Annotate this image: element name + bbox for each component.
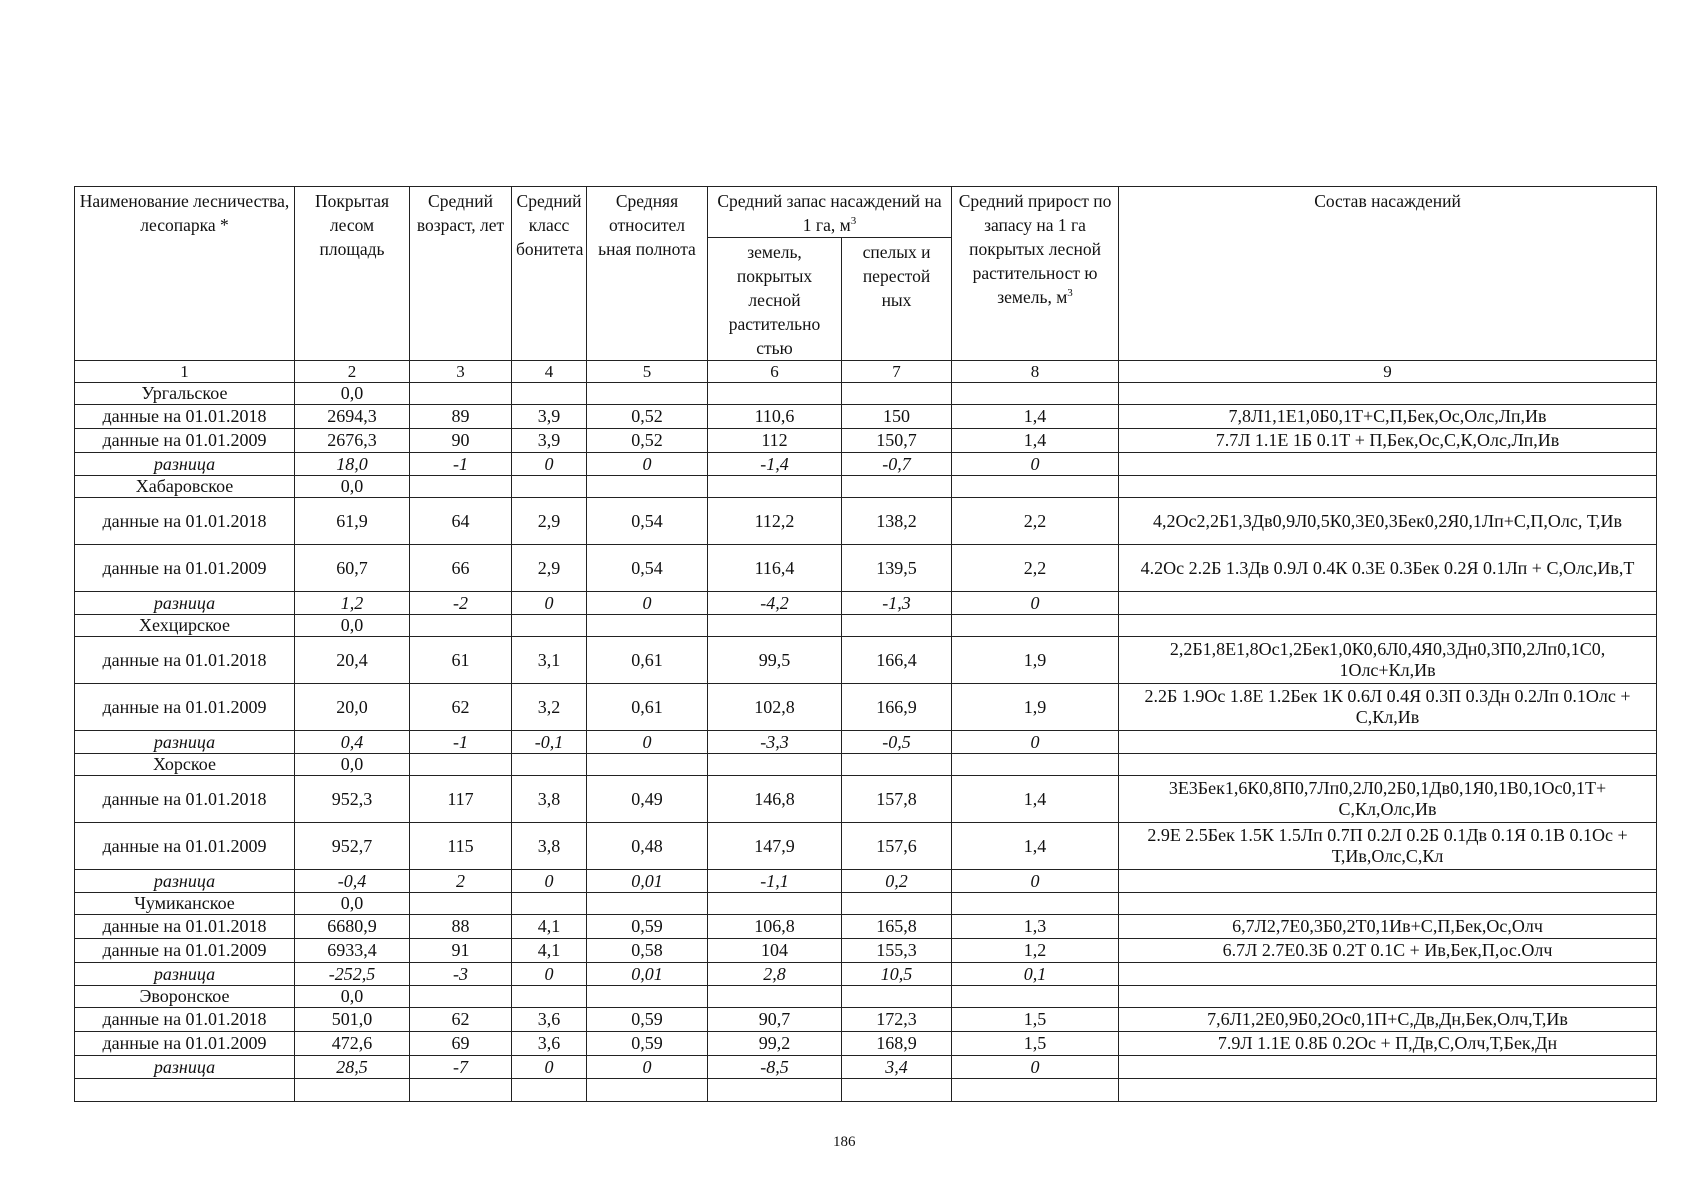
value-cell: 0,61 (587, 684, 708, 731)
composition-cell (1119, 1056, 1657, 1079)
value-cell: 0,54 (587, 498, 708, 545)
value-cell: 61,9 (295, 498, 410, 545)
composition-cell: 7.9Л 1.1Е 0.8Б 0.2Ос + П,Дв,С,Олч,Т,Бек,Дн (1119, 1032, 1657, 1056)
composition-cell (1119, 731, 1657, 754)
empty-cell (708, 476, 842, 498)
empty-cell (512, 476, 587, 498)
empty-cell (842, 986, 952, 1008)
value-cell: 117 (410, 776, 512, 823)
row-label: данные на 01.01.2009 (75, 545, 295, 592)
row-label (75, 1079, 295, 1102)
forestry-total: 0,0 (295, 754, 410, 776)
empty-cell (952, 893, 1119, 915)
row-label: данные на 01.01.2018 (75, 637, 295, 684)
forestry-name: Чумиканское (75, 893, 295, 915)
empty-cell (708, 383, 842, 405)
empty-cell (952, 615, 1119, 637)
value-cell: 1,9 (952, 684, 1119, 731)
value-cell: 3,8 (512, 776, 587, 823)
value-cell: 147,9 (708, 823, 842, 870)
row-label: данные на 01.01.2009 (75, 939, 295, 963)
value-cell: 1,3 (952, 915, 1119, 939)
value-cell: -3,3 (708, 731, 842, 754)
forestry-name: Хорское (75, 754, 295, 776)
header-stock-covered-lands: земель, покрытых лесной растительно стью (708, 238, 842, 361)
value-cell: 104 (708, 939, 842, 963)
header-average-growth-sup: 3 (1067, 287, 1073, 300)
value-cell: 3,8 (512, 823, 587, 870)
value-cell: 0,49 (587, 776, 708, 823)
forestry-row (75, 893, 1657, 915)
data-row-2018 (75, 405, 1657, 429)
value-cell: -3 (410, 963, 512, 986)
empty-cell (512, 754, 587, 776)
value-cell: 0 (587, 731, 708, 754)
value-cell: -8,5 (708, 1056, 842, 1079)
composition-cell: 7,8Л1,1Е1,0Б0,1Т+С,П,Бек,Ос,Олс,Лп,Ив (1119, 405, 1657, 429)
value-cell: 0 (587, 1056, 708, 1079)
empty-cell (1119, 754, 1657, 776)
data-row-2018 (75, 915, 1657, 939)
empty-cell (842, 893, 952, 915)
empty-cell (512, 986, 587, 1008)
empty-cell (1119, 615, 1657, 637)
value-cell (295, 1079, 410, 1102)
value-cell: 99,5 (708, 637, 842, 684)
value-cell: 0 (512, 1056, 587, 1079)
value-cell: 0,59 (587, 1032, 708, 1056)
forestry-total: 0,0 (295, 893, 410, 915)
empty-cell (842, 615, 952, 637)
value-cell: 10,5 (842, 963, 952, 986)
header-forestry-name: Наименование лесничества, лесопарка * (75, 187, 295, 361)
header-site-class: Средний класс бонитета (512, 187, 587, 361)
empty-cell (410, 476, 512, 498)
composition-cell: 2.9Е 2.5Бек 1.5К 1.5Лп 0.7П 0.2Л 0.2Б 0.1Дв 0.1Я 0.1В 0.1Ос + Т,Ив,Олс,С,Кл (1119, 823, 1657, 870)
composition-cell (1119, 870, 1657, 893)
empty-cell (842, 754, 952, 776)
value-cell: 168,9 (842, 1032, 952, 1056)
value-cell: 0,01 (587, 963, 708, 986)
value-cell: 0,01 (587, 870, 708, 893)
row-label: данные на 01.01.2018 (75, 915, 295, 939)
data-row-2009 (75, 823, 1657, 870)
value-cell: 1,4 (952, 429, 1119, 453)
composition-cell: 7.7Л 1.1Е 1Б 0.1Т + П,Бек,Ос,С,К,Олс,Лп,Ив (1119, 429, 1657, 453)
value-cell: 2,2 (952, 498, 1119, 545)
empty-cell (1119, 383, 1657, 405)
data-row-2009 (75, 684, 1657, 731)
difference-row (75, 870, 1657, 893)
value-cell: 3,6 (512, 1008, 587, 1032)
composition-cell (1119, 1079, 1657, 1102)
value-cell: -0,1 (512, 731, 587, 754)
forestry-total: 0,0 (295, 476, 410, 498)
value-cell: 0 (952, 1056, 1119, 1079)
value-cell: 0,61 (587, 637, 708, 684)
value-cell: -1,4 (708, 453, 842, 476)
composition-cell: 4.2Ос 2.2Б 1.3Дв 0.9Л 0.4К 0.3Е 0.3Бек 0.2Я 0.1Лп + С,Олс,Ив,Т (1119, 545, 1657, 592)
column-number: 8 (952, 361, 1119, 383)
empty-cell (1119, 893, 1657, 915)
value-cell: 3,9 (512, 429, 587, 453)
value-cell: 0 (952, 731, 1119, 754)
value-cell: 28,5 (295, 1056, 410, 1079)
empty-cell (708, 893, 842, 915)
data-row-2009 (75, 939, 1657, 963)
empty-cell (952, 476, 1119, 498)
value-cell: 69 (410, 1032, 512, 1056)
value-cell: 952,7 (295, 823, 410, 870)
row-label: данные на 01.01.2018 (75, 776, 295, 823)
difference-row (75, 1056, 1657, 1079)
composition-cell: 2.2Б 1.9Ос 1.8Е 1.2Бек 1К 0.6Л 0.4Я 0.3П 0.3Дн 0.2Лп 0.1Олс + С,Кл,Ив (1119, 684, 1657, 731)
empty-cell (708, 986, 842, 1008)
row-label: разница (75, 453, 295, 476)
value-cell: 90 (410, 429, 512, 453)
row-label: разница (75, 870, 295, 893)
header-average-stock-sup: 3 (850, 215, 857, 228)
value-cell: 91 (410, 939, 512, 963)
value-cell: 116,4 (708, 545, 842, 592)
difference-row (75, 731, 1657, 754)
forestry-row (75, 986, 1657, 1008)
value-cell: 0,59 (587, 1008, 708, 1032)
value-cell: 110,6 (708, 405, 842, 429)
empty-cell (952, 754, 1119, 776)
value-cell: 1,2 (952, 939, 1119, 963)
data-row-2018 (75, 637, 1657, 684)
empty-cell (587, 476, 708, 498)
value-cell: 3,4 (842, 1056, 952, 1079)
forestry-total: 0,0 (295, 615, 410, 637)
value-cell: 0 (952, 870, 1119, 893)
header-average-stock (708, 187, 952, 238)
composition-cell: 2,2Б1,8Е1,8Ос1,2Бек1,0К0,6Л0,4Я0,3Дн0,3П0,2Лп0,1С0, 1Олс+Кл,Ив (1119, 637, 1657, 684)
composition-cell (1119, 592, 1657, 615)
empty-cell (708, 754, 842, 776)
value-cell: 1,4 (952, 823, 1119, 870)
forestry-name: Хабаровское (75, 476, 295, 498)
header-composition: Состав насаждений (1119, 187, 1657, 361)
empty-cell (512, 893, 587, 915)
composition-cell: 3Е3Бек1,6К0,8П0,7Лп0,2Л0,2Б0,1Дв0,1Я0,1В0,1Ос0,1Т+ С,Кл,Олс,Ив (1119, 776, 1657, 823)
empty-cell (1119, 986, 1657, 1008)
value-cell: 102,8 (708, 684, 842, 731)
value-cell: -1,3 (842, 592, 952, 615)
value-cell: 3,1 (512, 637, 587, 684)
value-cell: 155,3 (842, 939, 952, 963)
value-cell: -2 (410, 592, 512, 615)
value-cell: -7 (410, 1056, 512, 1079)
value-cell: 1,4 (952, 405, 1119, 429)
forestry-name: Ургальское (75, 383, 295, 405)
value-cell: 3,2 (512, 684, 587, 731)
value-cell: 501,0 (295, 1008, 410, 1032)
empty-cell (842, 476, 952, 498)
difference-row (75, 963, 1657, 986)
forestry-total: 0,0 (295, 383, 410, 405)
empty-cell (587, 754, 708, 776)
value-cell: 99,2 (708, 1032, 842, 1056)
value-cell: 3,6 (512, 1032, 587, 1056)
forestry-name: Хехцирское (75, 615, 295, 637)
value-cell (587, 1079, 708, 1102)
value-cell: 1,2 (295, 592, 410, 615)
value-cell: -0,4 (295, 870, 410, 893)
value-cell (410, 1079, 512, 1102)
empty-cell (587, 893, 708, 915)
value-cell: 0 (587, 592, 708, 615)
row-label: данные на 01.01.2018 (75, 405, 295, 429)
column-number: 5 (587, 361, 708, 383)
value-cell: 60,7 (295, 545, 410, 592)
value-cell: 2,2 (952, 545, 1119, 592)
value-cell: 62 (410, 1008, 512, 1032)
value-cell: 1,5 (952, 1032, 1119, 1056)
value-cell: -0,7 (842, 453, 952, 476)
composition-cell: 7,6Л1,2Е0,9Б0,2Ос0,1П+С,Дв,Дн,Бек,Олч,Т,Ив (1119, 1008, 1657, 1032)
forestry-name: Эворонское (75, 986, 295, 1008)
data-row-2018 (75, 776, 1657, 823)
row-label: данные на 01.01.2009 (75, 823, 295, 870)
value-cell: 0,2 (842, 870, 952, 893)
difference-row (75, 453, 1657, 476)
value-cell: 61 (410, 637, 512, 684)
value-cell: 0 (952, 453, 1119, 476)
value-cell: 146,8 (708, 776, 842, 823)
value-cell: 62 (410, 684, 512, 731)
empty-cell (842, 383, 952, 405)
value-cell: 166,4 (842, 637, 952, 684)
value-cell: 157,6 (842, 823, 952, 870)
composition-cell: 6.7Л 2.7Е0.3Б 0.2Т 0.1С + Ив,Бек,П,ос.Олч (1119, 939, 1657, 963)
value-cell: 0 (512, 453, 587, 476)
header-relative-density: Средняя относител ьная полнота (587, 187, 708, 361)
row-label: данные на 01.01.2018 (75, 1008, 295, 1032)
value-cell: 4,1 (512, 939, 587, 963)
value-cell: 66 (410, 545, 512, 592)
value-cell: 952,3 (295, 776, 410, 823)
value-cell: -1,1 (708, 870, 842, 893)
value-cell: 115 (410, 823, 512, 870)
empty-cell (410, 893, 512, 915)
column-number: 4 (512, 361, 587, 383)
header-average-stock-text: Средний запас насаждений на 1 га, м (717, 191, 942, 235)
header-average-age: Средний возраст, лет (410, 187, 512, 361)
column-number: 7 (842, 361, 952, 383)
value-cell: 0 (952, 592, 1119, 615)
value-cell: 166,9 (842, 684, 952, 731)
column-number: 3 (410, 361, 512, 383)
empty-cell (1119, 476, 1657, 498)
value-cell: -0,5 (842, 731, 952, 754)
value-cell: 0,54 (587, 545, 708, 592)
value-cell: 0 (512, 870, 587, 893)
forest-data-table (74, 186, 1657, 1102)
value-cell: 0,1 (952, 963, 1119, 986)
composition-cell (1119, 453, 1657, 476)
value-cell: 157,8 (842, 776, 952, 823)
empty-cell (708, 615, 842, 637)
value-cell: 1,9 (952, 637, 1119, 684)
empty-cell (952, 383, 1119, 405)
value-cell: 0 (587, 453, 708, 476)
header-covered-area: Покрытая лесом площадь (295, 187, 410, 361)
header-average-growth-text: Средний прирост по запасу на 1 га покрытых лесной растительност ю земель, м (958, 191, 1112, 307)
empty-cell (410, 383, 512, 405)
value-cell: 0 (512, 592, 587, 615)
value-cell: 150,7 (842, 429, 952, 453)
column-number: 2 (295, 361, 410, 383)
value-cell: 472,6 (295, 1032, 410, 1056)
value-cell: 1,5 (952, 1008, 1119, 1032)
value-cell: 139,5 (842, 545, 952, 592)
value-cell: 89 (410, 405, 512, 429)
data-row-2009 (75, 429, 1657, 453)
column-numbers-row (75, 361, 1657, 383)
row-label: разница (75, 731, 295, 754)
table-body (75, 361, 1657, 1102)
value-cell: 6933,4 (295, 939, 410, 963)
empty-cell (410, 754, 512, 776)
empty-cell (410, 986, 512, 1008)
value-cell: 2,8 (708, 963, 842, 986)
empty-cell (512, 383, 587, 405)
header-stock-mature: спелых и перестой ных (842, 238, 952, 361)
column-number: 6 (708, 361, 842, 383)
value-cell: 2 (410, 870, 512, 893)
page-number: 186 (833, 1134, 856, 1150)
column-number: 9 (1119, 361, 1657, 383)
forestry-total: 0,0 (295, 986, 410, 1008)
value-cell (512, 1079, 587, 1102)
value-cell: 172,3 (842, 1008, 952, 1032)
value-cell: 165,8 (842, 915, 952, 939)
row-label: разница (75, 592, 295, 615)
value-cell (708, 1079, 842, 1102)
value-cell: 3,9 (512, 405, 587, 429)
column-number: 1 (75, 361, 295, 383)
row-label: разница (75, 1056, 295, 1079)
row-label: данные на 01.01.2009 (75, 1032, 295, 1056)
empty-cell (587, 986, 708, 1008)
value-cell: 1,4 (952, 776, 1119, 823)
empty-cell (410, 615, 512, 637)
empty-cell (587, 383, 708, 405)
value-cell: 2,9 (512, 498, 587, 545)
value-cell: -1 (410, 731, 512, 754)
value-cell: -4,2 (708, 592, 842, 615)
value-cell: 0,59 (587, 915, 708, 939)
empty-cell (512, 615, 587, 637)
composition-cell: 4,2Ос2,2Б1,3Дв0,9Л0,5К0,3Е0,3Бек0,2Я0,1Лп+С,П,Олс, Т,Ив (1119, 498, 1657, 545)
value-cell: 0,58 (587, 939, 708, 963)
value-cell: 0,48 (587, 823, 708, 870)
value-cell: -252,5 (295, 963, 410, 986)
data-row-2009 (75, 545, 1657, 592)
value-cell (952, 1079, 1119, 1102)
value-cell: 112 (708, 429, 842, 453)
value-cell (842, 1079, 952, 1102)
data-row-2018 (75, 498, 1657, 545)
empty-cell (952, 986, 1119, 1008)
row-label: данные на 01.01.2009 (75, 684, 295, 731)
data-row-2009 (75, 1032, 1657, 1056)
value-cell: 18,0 (295, 453, 410, 476)
composition-cell (1119, 963, 1657, 986)
forestry-row (75, 615, 1657, 637)
value-cell: 90,7 (708, 1008, 842, 1032)
header-average-growth (952, 187, 1119, 361)
blank-row (75, 1079, 1657, 1102)
value-cell: 4,1 (512, 915, 587, 939)
data-row-2018 (75, 1008, 1657, 1032)
value-cell: 0,52 (587, 405, 708, 429)
value-cell: 2694,3 (295, 405, 410, 429)
value-cell: 106,8 (708, 915, 842, 939)
forestry-row (75, 383, 1657, 405)
forestry-row (75, 754, 1657, 776)
difference-row (75, 592, 1657, 615)
forestry-row (75, 476, 1657, 498)
row-label: данные на 01.01.2009 (75, 429, 295, 453)
value-cell: 20,4 (295, 637, 410, 684)
value-cell: 2676,3 (295, 429, 410, 453)
row-label: данные на 01.01.2018 (75, 498, 295, 545)
value-cell: 64 (410, 498, 512, 545)
empty-cell (587, 615, 708, 637)
value-cell: 0 (512, 963, 587, 986)
value-cell: 0,4 (295, 731, 410, 754)
value-cell: 138,2 (842, 498, 952, 545)
value-cell: 0,52 (587, 429, 708, 453)
value-cell: 112,2 (708, 498, 842, 545)
value-cell: 150 (842, 405, 952, 429)
row-label: разница (75, 963, 295, 986)
value-cell: 20,0 (295, 684, 410, 731)
value-cell: 2,9 (512, 545, 587, 592)
value-cell: 6680,9 (295, 915, 410, 939)
composition-cell: 6,7Л2,7Е0,3Б0,2Т0,1Ив+С,П,Бек,Ос,Олч (1119, 915, 1657, 939)
value-cell: -1 (410, 453, 512, 476)
value-cell: 88 (410, 915, 512, 939)
